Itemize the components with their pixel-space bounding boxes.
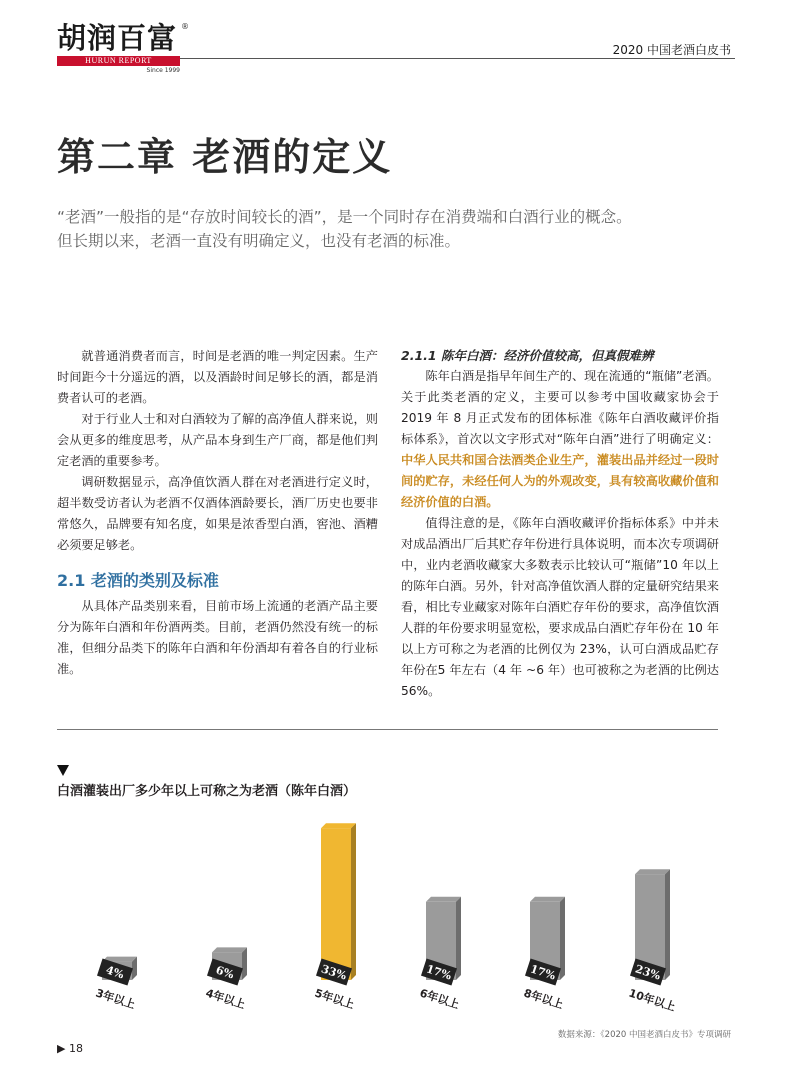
hurun-logo: [57, 22, 191, 74]
highlighted-definition: 中华人民共和国合法酒类企业生产，灌装出品并经过一段时间的贮存，未经任何人为的外观改变，具有较高收藏价值和经济价值的白酒。: [401, 453, 719, 509]
bar-side: [456, 897, 461, 980]
category-label: 10年以上: [627, 986, 678, 1014]
intro-line-1: “老酒”一般指的是“存放时间较长的酒”，是一个同时存在消费端和白酒行业的概念。: [57, 208, 632, 226]
paragraph: 从具体产品类别来看，目前市场上流通的老酒产品主要分为陈年白酒和年份酒两类。目前，老酒仍然没有统一的标准，但细分品类下的陈年白酒和年份酒却有着各自的行业标准。: [57, 599, 378, 676]
data-label-text: 4%: [104, 963, 126, 982]
paragraph-text: 陈年白酒是指早年间生产的、现在流通的“瓶储”老酒。关于此类老酒的定义，主要可以参考中国收藏家协会于2019 年 8 月正式发布的团体标准《陈年白酒收藏评价指标体系》，首次以文字形式对“陈年白酒”进行了明确定义：: [401, 369, 719, 446]
chapter-title: 第二章 老酒的定义: [57, 135, 393, 179]
logo-since: Since 1999: [146, 67, 180, 74]
bar-side: [560, 897, 565, 980]
data-source: 数据来源：《2020 中国老酒白皮书》专项调研: [557, 1030, 731, 1040]
bar-top: [321, 823, 356, 828]
bar-side: [242, 947, 247, 980]
bar-group: [313, 823, 356, 1011]
bar-top: [530, 897, 565, 902]
bar-top: [635, 869, 670, 874]
category-label: 4年以上: [204, 986, 247, 1012]
paragraph: 就普通消费者而言，时间是老酒的唯一判定因素。生产时间距今十分遥远的酒，以及酒龄时间足够长的酒，都是消费者认可的老酒。: [57, 349, 378, 405]
logo-subtitle: HURUN REPORT: [57, 56, 180, 66]
subsection-heading: 2.1.1 陈年白酒：经济价值较高，但真假难辨: [401, 348, 654, 363]
category-label: 5年以上: [313, 986, 356, 1012]
header-divider: [180, 58, 735, 59]
page-number: ▶ 18: [57, 1042, 83, 1055]
bar-group: [522, 897, 565, 1012]
bar-chart: [0, 800, 793, 1025]
document-title: 2020 中国老酒白皮书: [612, 43, 731, 57]
intro-line-2: 但长期以来，老酒一直没有明确定义，也没有老酒的标准。: [57, 232, 461, 250]
paragraph: [401, 366, 719, 513]
data-label-text: 17%: [528, 962, 558, 983]
bar: [319, 828, 351, 983]
logo-text: 胡润百富: [57, 21, 178, 55]
bar-group: [627, 869, 677, 1014]
left-column: [57, 346, 378, 680]
bar-side: [351, 823, 356, 980]
bar-side: [665, 869, 670, 980]
data-label-text: 23%: [633, 962, 663, 983]
category-label: 3年以上: [94, 986, 137, 1012]
category-label: 6年以上: [418, 986, 461, 1012]
data-label-text: 17%: [424, 962, 454, 983]
triangle-marker-icon: [57, 765, 69, 776]
bar-top: [212, 947, 247, 952]
paragraph: 对于行业人士和对白酒较为了解的高净值人群来说，则会从更多的维度思考，从产品本身到生产厂商，都是他们判定老酒的重要参考。: [57, 412, 378, 468]
page-number-value: 18: [68, 1042, 83, 1055]
data-label-text: 6%: [214, 963, 236, 982]
data-label-text: 33%: [319, 962, 349, 983]
chapter-intro: [57, 205, 737, 253]
bar-group: [204, 947, 247, 1011]
right-column: [401, 346, 719, 702]
section-divider: [57, 729, 718, 730]
paragraph: 调研数据显示，高净值饮酒人群在对老酒进行定义时，超半数受访者认为老酒不仅酒体酒龄要长，酒厂历史也要非常悠久，品牌要有知名度，如果是浓香型白酒，窖池、酒糟必须要足够老。: [57, 475, 378, 552]
bar-top: [426, 897, 461, 902]
registered-mark: ®: [181, 22, 189, 31]
paragraph: 值得注意的是，《陈年白酒收藏评价指标体系》中并未对成品酒出厂后其贮存年份进行具体说明，而本次专项调研中，业内老酒收藏家大多数表示比较认可“瓶储”10 年以上的陈年白酒。另外，针对高净值饮酒人群的定量研究结果来看，相比专业藏家对陈年白酒贮存年份的要求，高净值饮酒人群的年份要求明显宽松，要求成品白酒贮存年份在 10 年以上方可称之为老酒的比例仅为 23%，认可白酒成品贮存年份在5 年左右（4 年 ~6 年）也可被称之为老酒的比例达 56%。: [401, 516, 719, 698]
bar-group: [418, 897, 461, 1012]
bar-group: [94, 957, 137, 1012]
chart-title: 白酒灌装出厂多少年以上可称之为老酒（陈年白酒）: [57, 784, 357, 799]
section-heading: 2.1 老酒的类别及标准: [57, 571, 219, 590]
category-label: 8年以上: [522, 986, 565, 1012]
